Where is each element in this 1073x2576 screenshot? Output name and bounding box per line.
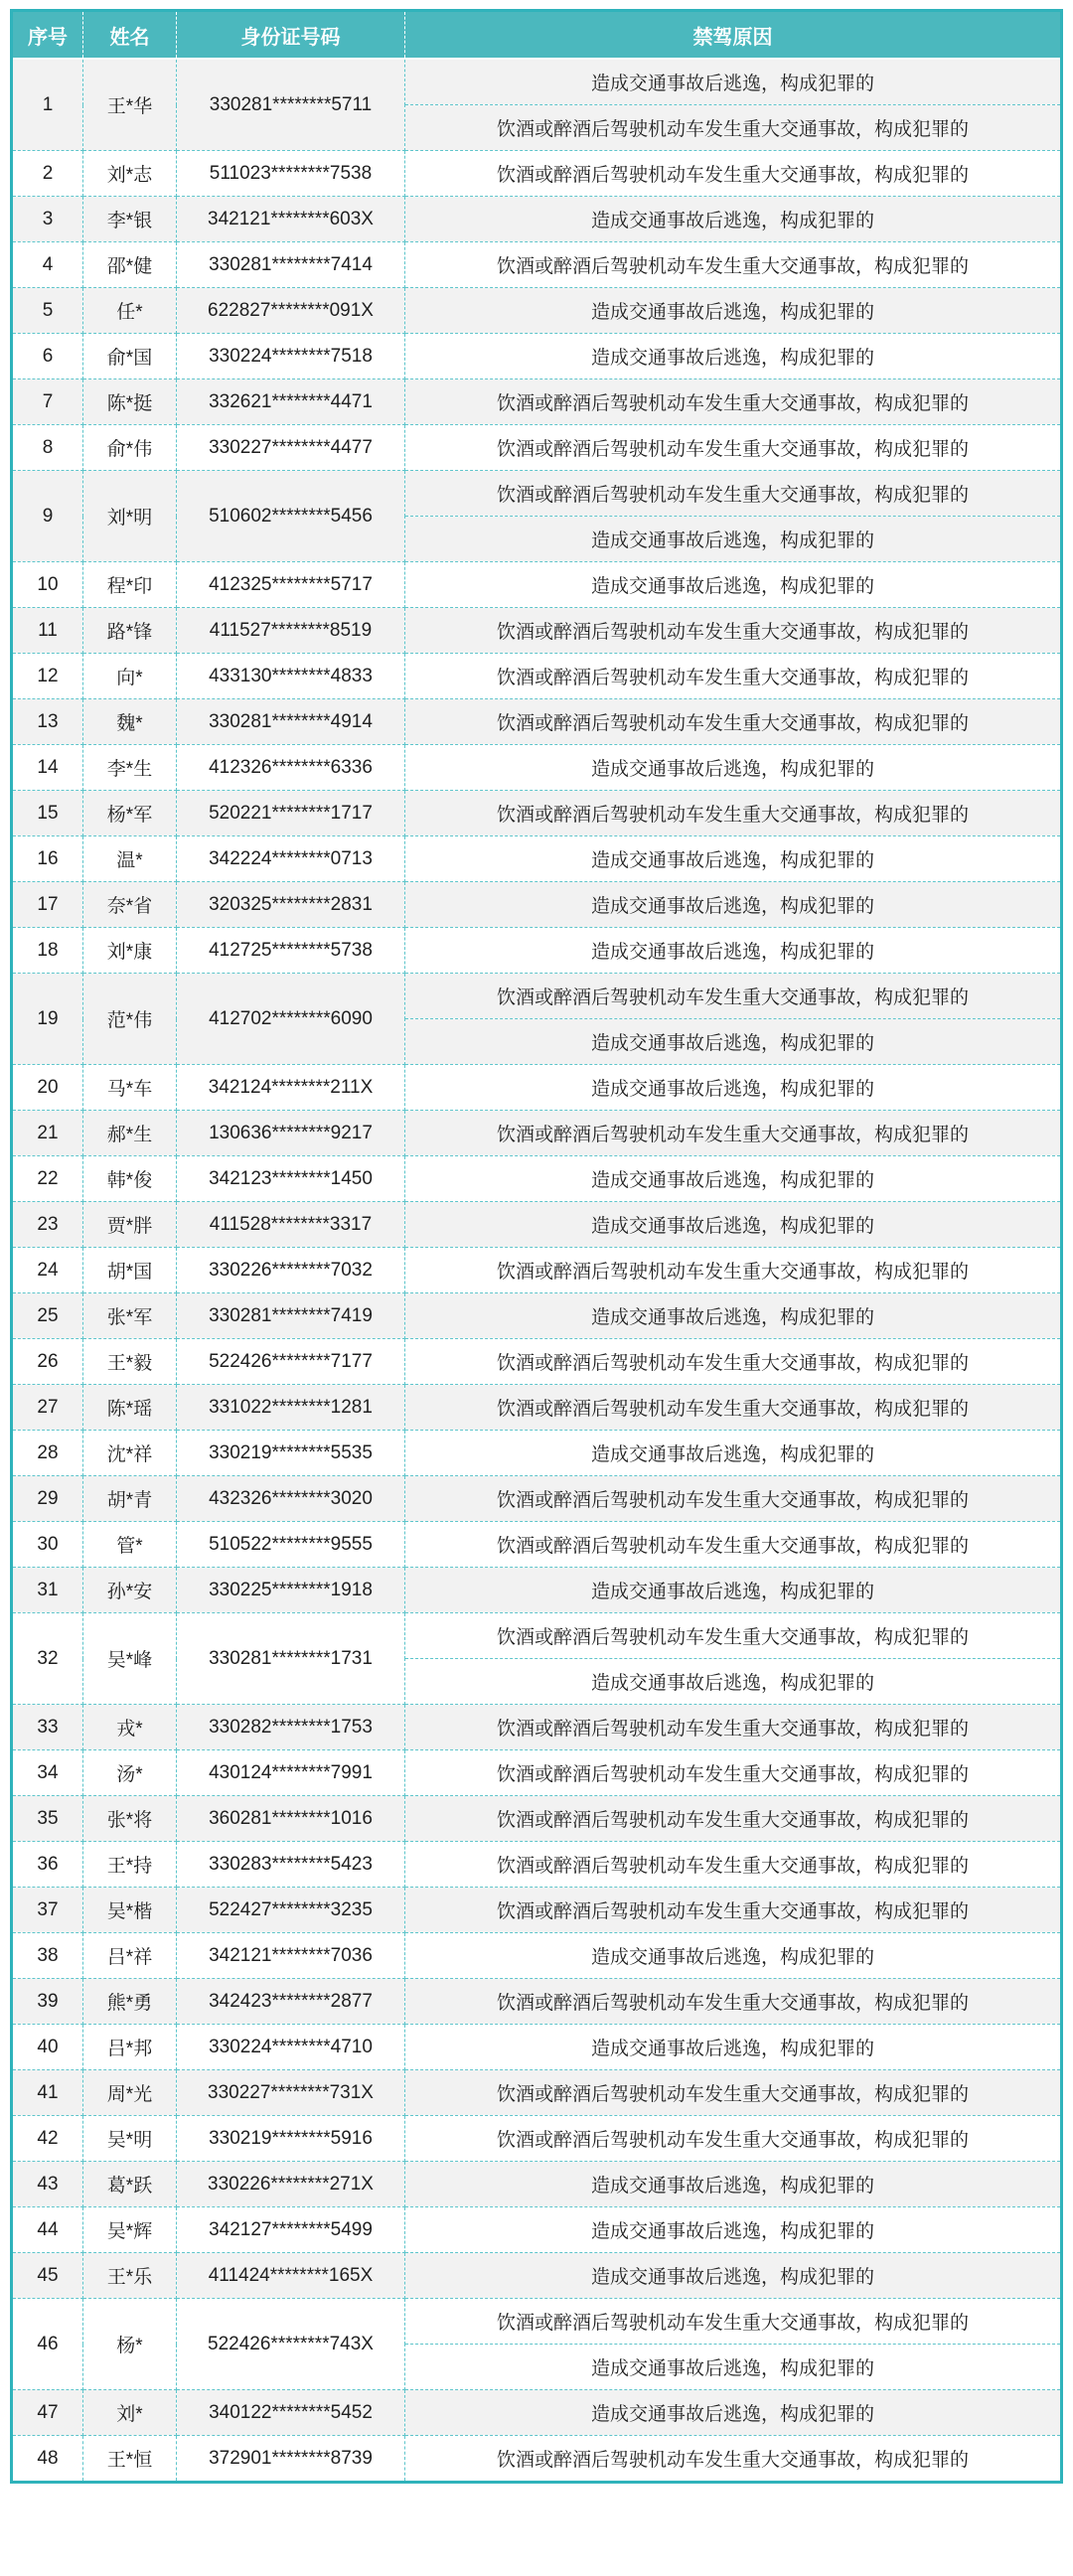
name-cell: 魏* (83, 699, 177, 745)
serial-cell: 36 (12, 1842, 83, 1888)
reason-cell: 造成交通事故后逃逸，构成犯罪的 (405, 1293, 1062, 1339)
name-cell: 沈*祥 (83, 1431, 177, 1476)
reason-cell: 饮酒或醉酒后驾驶机动车发生重大交通事故，构成犯罪的 (405, 2436, 1062, 2483)
serial-cell: 12 (12, 654, 83, 699)
serial-cell: 15 (12, 791, 83, 836)
reason-cell: 造成交通事故后逃逸，构成犯罪的 (405, 2390, 1062, 2436)
table-row (12, 2390, 1062, 2436)
name-cell: 吕*祥 (83, 1933, 177, 1979)
reason-cell: 饮酒或醉酒后驾驶机动车发生重大交通事故，构成犯罪的 (405, 1796, 1062, 1842)
reason-cell: 造成交通事故后逃逸，构成犯罪的 (405, 1568, 1062, 1613)
serial-cell: 8 (12, 425, 83, 471)
serial-cell: 10 (12, 562, 83, 608)
reason-cell: 造成交通事故后逃逸，构成犯罪的 (405, 836, 1062, 882)
name-cell: 李*生 (83, 745, 177, 791)
name-cell: 吴*峰 (83, 1613, 177, 1705)
reason-cell: 造成交通事故后逃逸，构成犯罪的 (405, 1431, 1062, 1476)
reason-cell: 造成交通事故后逃逸，构成犯罪的 (405, 197, 1062, 242)
table-row (12, 1476, 1062, 1522)
id-number-cell: 330282********1753 (177, 1705, 405, 1750)
serial-cell: 17 (12, 882, 83, 928)
reason-cell: 饮酒或醉酒后驾驶机动车发生重大交通事故，构成犯罪的 (405, 699, 1062, 745)
serial-cell: 39 (12, 1979, 83, 2025)
name-cell: 奈*省 (83, 882, 177, 928)
id-number-cell: 342224********0713 (177, 836, 405, 882)
name-cell: 马*车 (83, 1065, 177, 1111)
name-cell: 路*锋 (83, 608, 177, 654)
reason-cell: 饮酒或醉酒后驾驶机动车发生重大交通事故，构成犯罪的 (405, 1339, 1062, 1385)
table-row (12, 2436, 1062, 2483)
serial-cell: 48 (12, 2436, 83, 2483)
id-number-cell: 330281********7419 (177, 1293, 405, 1339)
id-number-cell: 430124********7991 (177, 1750, 405, 1796)
reason-cell: 饮酒或醉酒后驾驶机动车发生重大交通事故，构成犯罪的 (405, 2116, 1062, 2162)
table-row (12, 2116, 1062, 2162)
serial-cell: 2 (12, 151, 83, 197)
reason-cell: 饮酒或醉酒后驾驶机动车发生重大交通事故，构成犯罪的 (405, 425, 1062, 471)
serial-cell: 43 (12, 2162, 83, 2207)
name-cell: 刘*明 (83, 471, 177, 562)
reason-cell: 造成交通事故后逃逸，构成犯罪的 (405, 1202, 1062, 1248)
table-row (12, 151, 1062, 197)
name-cell: 胡*青 (83, 1476, 177, 1522)
name-cell: 张*将 (83, 1796, 177, 1842)
id-number-cell: 330219********5535 (177, 1431, 405, 1476)
table-row (12, 1156, 1062, 1202)
table-row (12, 1705, 1062, 1750)
id-number-cell: 330281********4914 (177, 699, 405, 745)
reason-cell: 饮酒或醉酒后驾驶机动车发生重大交通事故，构成犯罪的 (405, 654, 1062, 699)
header-row (12, 11, 1062, 60)
id-number-cell: 130636********9217 (177, 1111, 405, 1156)
reason-cell: 造成交通事故后逃逸，构成犯罪的 (405, 517, 1062, 562)
serial-cell: 4 (12, 242, 83, 288)
table-row (12, 59, 1062, 105)
id-number-cell: 411527********8519 (177, 608, 405, 654)
id-number-cell: 372901********8739 (177, 2436, 405, 2483)
serial-cell: 19 (12, 974, 83, 1065)
reason-cell: 造成交通事故后逃逸，构成犯罪的 (405, 1156, 1062, 1202)
id-number-cell: 342121********7036 (177, 1933, 405, 1979)
reason-cell: 饮酒或醉酒后驾驶机动车发生重大交通事故，构成犯罪的 (405, 2299, 1062, 2345)
table-row (12, 2253, 1062, 2299)
name-cell: 吴*楷 (83, 1888, 177, 1933)
id-number-cell: 330226********7032 (177, 1248, 405, 1293)
id-number-cell: 511023********7538 (177, 151, 405, 197)
id-number-cell: 330224********4710 (177, 2025, 405, 2070)
table-row (12, 1293, 1062, 1339)
name-cell: 陈*挺 (83, 379, 177, 425)
table-row (12, 1385, 1062, 1431)
reason-cell: 饮酒或醉酒后驾驶机动车发生重大交通事故，构成犯罪的 (405, 608, 1062, 654)
serial-cell: 41 (12, 2070, 83, 2116)
table-row (12, 288, 1062, 334)
name-cell: 贾*胖 (83, 1202, 177, 1248)
serial-cell: 29 (12, 1476, 83, 1522)
serial-cell: 25 (12, 1293, 83, 1339)
serial-cell: 33 (12, 1705, 83, 1750)
id-number-cell: 510602********5456 (177, 471, 405, 562)
id-number-cell: 522426********7177 (177, 1339, 405, 1385)
header-reason: 禁驾原因 (405, 11, 1062, 60)
table-row (12, 699, 1062, 745)
id-number-cell: 342124********211X (177, 1065, 405, 1111)
table-row (12, 2207, 1062, 2253)
serial-cell: 40 (12, 2025, 83, 2070)
table-row (12, 1842, 1062, 1888)
serial-cell: 9 (12, 471, 83, 562)
name-cell: 葛*跃 (83, 2162, 177, 2207)
id-number-cell: 332621********4471 (177, 379, 405, 425)
name-cell: 吴*明 (83, 2116, 177, 2162)
name-cell: 管* (83, 1522, 177, 1568)
table-row (12, 1933, 1062, 1979)
id-number-cell: 330226********271X (177, 2162, 405, 2207)
reason-cell: 造成交通事故后逃逸，构成犯罪的 (405, 1065, 1062, 1111)
serial-cell: 22 (12, 1156, 83, 1202)
table-row (12, 791, 1062, 836)
serial-cell: 14 (12, 745, 83, 791)
table-row (12, 928, 1062, 974)
table-row (12, 608, 1062, 654)
name-cell: 陈*瑶 (83, 1385, 177, 1431)
table-row (12, 1202, 1062, 1248)
table-row (12, 1431, 1062, 1476)
table-row (12, 1111, 1062, 1156)
id-number-cell: 522427********3235 (177, 1888, 405, 1933)
table-row (12, 1750, 1062, 1796)
table-row (12, 654, 1062, 699)
id-number-cell: 412725********5738 (177, 928, 405, 974)
name-cell: 杨* (83, 2299, 177, 2390)
serial-cell: 1 (12, 59, 83, 151)
name-cell: 汤* (83, 1750, 177, 1796)
id-number-cell: 411528********3317 (177, 1202, 405, 1248)
serial-cell: 6 (12, 334, 83, 379)
name-cell: 吕*邦 (83, 2025, 177, 2070)
name-cell: 王*华 (83, 59, 177, 151)
serial-cell: 26 (12, 1339, 83, 1385)
id-number-cell: 342123********1450 (177, 1156, 405, 1202)
id-number-cell: 411424********165X (177, 2253, 405, 2299)
name-cell: 周*光 (83, 2070, 177, 2116)
reason-cell: 造成交通事故后逃逸，构成犯罪的 (405, 928, 1062, 974)
name-cell: 刘*康 (83, 928, 177, 974)
serial-cell: 34 (12, 1750, 83, 1796)
id-number-cell: 330225********1918 (177, 1568, 405, 1613)
table-row (12, 1979, 1062, 2025)
name-cell: 俞*国 (83, 334, 177, 379)
reason-cell: 造成交通事故后逃逸，构成犯罪的 (405, 288, 1062, 334)
name-cell: 王*毅 (83, 1339, 177, 1385)
id-number-cell: 330281********7414 (177, 242, 405, 288)
table-row (12, 1613, 1062, 1659)
reason-cell: 饮酒或醉酒后驾驶机动车发生重大交通事故，构成犯罪的 (405, 1385, 1062, 1431)
serial-cell: 18 (12, 928, 83, 974)
reason-cell: 饮酒或醉酒后驾驶机动车发生重大交通事故，构成犯罪的 (405, 791, 1062, 836)
name-cell: 戎* (83, 1705, 177, 1750)
reason-cell: 造成交通事故后逃逸，构成犯罪的 (405, 745, 1062, 791)
table-row (12, 242, 1062, 288)
reason-cell: 造成交通事故后逃逸，构成犯罪的 (405, 2207, 1062, 2253)
table-row (12, 1248, 1062, 1293)
serial-cell: 44 (12, 2207, 83, 2253)
id-number-cell: 522426********743X (177, 2299, 405, 2390)
id-number-cell: 342423********2877 (177, 1979, 405, 2025)
serial-cell: 37 (12, 1888, 83, 1933)
table-row (12, 1796, 1062, 1842)
table-row (12, 2025, 1062, 2070)
serial-cell: 46 (12, 2299, 83, 2390)
serial-cell: 7 (12, 379, 83, 425)
reason-cell: 造成交通事故后逃逸，构成犯罪的 (405, 2162, 1062, 2207)
serial-cell: 3 (12, 197, 83, 242)
table-header (12, 11, 1062, 60)
table-row (12, 2070, 1062, 2116)
name-cell: 刘*志 (83, 151, 177, 197)
id-number-cell: 330281********1731 (177, 1613, 405, 1705)
id-number-cell: 412325********5717 (177, 562, 405, 608)
table-row (12, 1339, 1062, 1385)
serial-cell: 21 (12, 1111, 83, 1156)
id-number-cell: 330227********731X (177, 2070, 405, 2116)
name-cell: 杨*军 (83, 791, 177, 836)
name-cell: 孙*安 (83, 1568, 177, 1613)
reason-cell: 造成交通事故后逃逸，构成犯罪的 (405, 1659, 1062, 1705)
serial-cell: 30 (12, 1522, 83, 1568)
name-cell: 王*持 (83, 1842, 177, 1888)
table-row (12, 836, 1062, 882)
id-number-cell: 342127********5499 (177, 2207, 405, 2253)
table-row (12, 562, 1062, 608)
reason-cell: 造成交通事故后逃逸，构成犯罪的 (405, 562, 1062, 608)
table-row (12, 1065, 1062, 1111)
id-number-cell: 330224********7518 (177, 334, 405, 379)
name-cell: 王*恒 (83, 2436, 177, 2483)
table-row (12, 471, 1062, 517)
reason-cell: 饮酒或醉酒后驾驶机动车发生重大交通事故，构成犯罪的 (405, 2070, 1062, 2116)
name-cell: 李*银 (83, 197, 177, 242)
table-row (12, 2299, 1062, 2345)
table-row (12, 197, 1062, 242)
reason-cell: 饮酒或醉酒后驾驶机动车发生重大交通事故，构成犯罪的 (405, 1750, 1062, 1796)
id-number-cell: 330281********5711 (177, 59, 405, 151)
id-number-cell: 330227********4477 (177, 425, 405, 471)
reason-cell: 饮酒或醉酒后驾驶机动车发生重大交通事故，构成犯罪的 (405, 105, 1062, 151)
id-number-cell: 412326********6336 (177, 745, 405, 791)
reason-cell: 饮酒或醉酒后驾驶机动车发生重大交通事故，构成犯罪的 (405, 1522, 1062, 1568)
name-cell: 邵*健 (83, 242, 177, 288)
reason-cell: 造成交通事故后逃逸，构成犯罪的 (405, 2025, 1062, 2070)
serial-cell: 5 (12, 288, 83, 334)
id-number-cell: 520221********1717 (177, 791, 405, 836)
table-body (12, 59, 1062, 2483)
id-number-cell: 622827********091X (177, 288, 405, 334)
id-number-cell: 342121********603X (177, 197, 405, 242)
serial-cell: 31 (12, 1568, 83, 1613)
serial-cell: 11 (12, 608, 83, 654)
table-row (12, 745, 1062, 791)
name-cell: 熊*勇 (83, 1979, 177, 2025)
table-row (12, 379, 1062, 425)
serial-cell: 45 (12, 2253, 83, 2299)
id-number-cell: 412702********6090 (177, 974, 405, 1065)
name-cell: 张*军 (83, 1293, 177, 1339)
table-row (12, 1888, 1062, 1933)
table-row (12, 334, 1062, 379)
table-row (12, 1568, 1062, 1613)
name-cell: 韩*俊 (83, 1156, 177, 1202)
header-id-number: 身份证号码 (177, 11, 405, 60)
serial-cell: 42 (12, 2116, 83, 2162)
reason-cell: 饮酒或醉酒后驾驶机动车发生重大交通事故，构成犯罪的 (405, 151, 1062, 197)
reason-cell: 饮酒或醉酒后驾驶机动车发生重大交通事故，构成犯罪的 (405, 1705, 1062, 1750)
name-cell: 任* (83, 288, 177, 334)
serial-cell: 32 (12, 1613, 83, 1705)
reason-cell: 饮酒或醉酒后驾驶机动车发生重大交通事故，构成犯罪的 (405, 379, 1062, 425)
name-cell: 温* (83, 836, 177, 882)
banned-drivers-table (10, 9, 1063, 2484)
reason-cell: 造成交通事故后逃逸，构成犯罪的 (405, 1019, 1062, 1065)
serial-cell: 13 (12, 699, 83, 745)
reason-cell: 饮酒或醉酒后驾驶机动车发生重大交通事故，构成犯罪的 (405, 1979, 1062, 2025)
id-number-cell: 433130********4833 (177, 654, 405, 699)
name-cell: 吴*辉 (83, 2207, 177, 2253)
reason-cell: 饮酒或醉酒后驾驶机动车发生重大交通事故，构成犯罪的 (405, 1111, 1062, 1156)
name-cell: 程*印 (83, 562, 177, 608)
header-serial: 序号 (12, 11, 83, 60)
serial-cell: 27 (12, 1385, 83, 1431)
reason-cell: 造成交通事故后逃逸，构成犯罪的 (405, 334, 1062, 379)
reason-cell: 饮酒或醉酒后驾驶机动车发生重大交通事故，构成犯罪的 (405, 1476, 1062, 1522)
table-row (12, 425, 1062, 471)
reason-cell: 造成交通事故后逃逸，构成犯罪的 (405, 1933, 1062, 1979)
reason-cell: 造成交通事故后逃逸，构成犯罪的 (405, 2345, 1062, 2390)
reason-cell: 造成交通事故后逃逸，构成犯罪的 (405, 882, 1062, 928)
serial-cell: 35 (12, 1796, 83, 1842)
id-number-cell: 432326********3020 (177, 1476, 405, 1522)
reason-cell: 造成交通事故后逃逸，构成犯罪的 (405, 59, 1062, 105)
reason-cell: 饮酒或醉酒后驾驶机动车发生重大交通事故，构成犯罪的 (405, 974, 1062, 1019)
id-number-cell: 510522********9555 (177, 1522, 405, 1568)
name-cell: 刘* (83, 2390, 177, 2436)
serial-cell: 47 (12, 2390, 83, 2436)
table-row (12, 1522, 1062, 1568)
id-number-cell: 331022********1281 (177, 1385, 405, 1431)
table-row (12, 974, 1062, 1019)
name-cell: 范*伟 (83, 974, 177, 1065)
serial-cell: 23 (12, 1202, 83, 1248)
id-number-cell: 320325********2831 (177, 882, 405, 928)
serial-cell: 28 (12, 1431, 83, 1476)
name-cell: 向* (83, 654, 177, 699)
serial-cell: 16 (12, 836, 83, 882)
name-cell: 俞*伟 (83, 425, 177, 471)
id-number-cell: 360281********1016 (177, 1796, 405, 1842)
serial-cell: 38 (12, 1933, 83, 1979)
id-number-cell: 340122********5452 (177, 2390, 405, 2436)
name-cell: 王*乐 (83, 2253, 177, 2299)
reason-cell: 造成交通事故后逃逸，构成犯罪的 (405, 2253, 1062, 2299)
name-cell: 胡*国 (83, 1248, 177, 1293)
reason-cell: 饮酒或醉酒后驾驶机动车发生重大交通事故，构成犯罪的 (405, 1613, 1062, 1659)
serial-cell: 24 (12, 1248, 83, 1293)
id-number-cell: 330283********5423 (177, 1842, 405, 1888)
id-number-cell: 330219********5916 (177, 2116, 405, 2162)
header-name: 姓名 (83, 11, 177, 60)
reason-cell: 饮酒或醉酒后驾驶机动车发生重大交通事故，构成犯罪的 (405, 1888, 1062, 1933)
reason-cell: 饮酒或醉酒后驾驶机动车发生重大交通事故，构成犯罪的 (405, 1248, 1062, 1293)
serial-cell: 20 (12, 1065, 83, 1111)
reason-cell: 饮酒或醉酒后驾驶机动车发生重大交通事故，构成犯罪的 (405, 1842, 1062, 1888)
reason-cell: 饮酒或醉酒后驾驶机动车发生重大交通事故，构成犯罪的 (405, 471, 1062, 517)
name-cell: 郝*生 (83, 1111, 177, 1156)
table-row (12, 882, 1062, 928)
reason-cell: 饮酒或醉酒后驾驶机动车发生重大交通事故，构成犯罪的 (405, 242, 1062, 288)
table-row (12, 2162, 1062, 2207)
